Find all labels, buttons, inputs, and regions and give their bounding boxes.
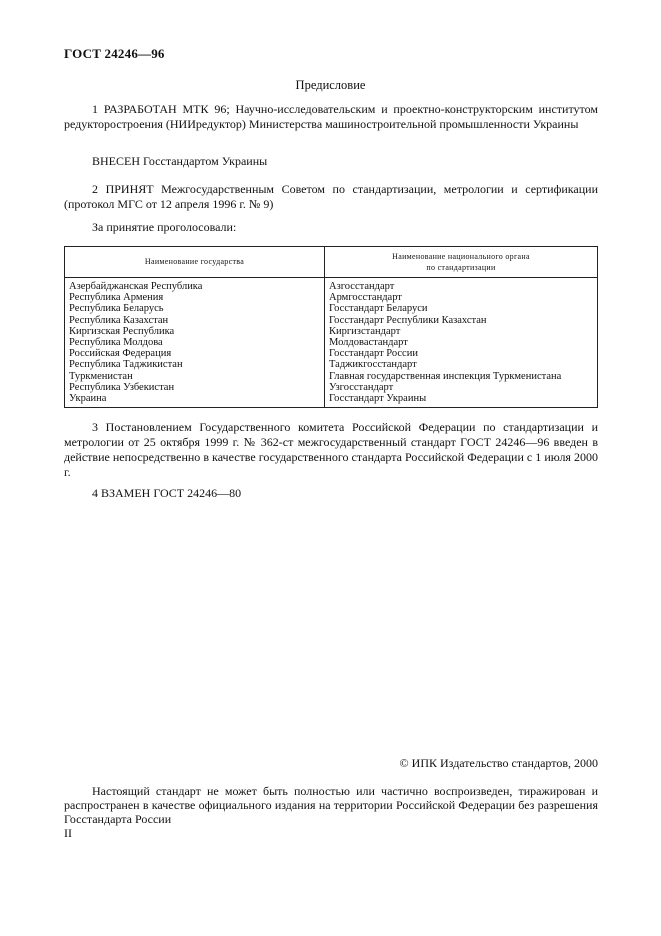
paragraph-replaces: 4 ВЗАМЕН ГОСТ 24246—80 [92,486,242,500]
state-column [65,278,325,408]
table-cell-state: Республика Казахстан [69,314,169,326]
table-cell-national-body: Армгосстандарт [329,292,402,304]
table-cell-state: Республика Таджикистан [69,359,183,371]
table-cell-national-body: Киргизстандарт [329,325,401,337]
copyright-line: © ИПК Издательство стандартов, 2000 [399,756,598,770]
table-cell-national-body: Госстандарт Республики Казахстан [329,314,487,326]
table-cell-national-body: Таджикгосстандарт [329,359,417,371]
header-state: Наименование государства [65,247,325,278]
table-cell-national-body: Госстандарт Украины [329,393,427,405]
paragraph-enactment: 3 Постановлением Государственного комитета Российской Федерации по стандартизации и метрологии от 25 октября 1999 г. № 362-ст межгосударственный стандарт ГОСТ 24246—96 введен в действие непосредственно в качестве государственного стандарта Российской Федерации с 1 июля 2000 г. [64,420,598,479]
table-cell-national-body: Госстандарт России [329,348,418,360]
table-cell-state: Российская Федерация [69,348,172,360]
voting-table [64,246,598,408]
table-cell-state: Туркменистан [69,370,133,382]
table-cell-national-body: Узгосстандарт [329,381,394,393]
paragraph-adopted-by: 2 ПРИНЯТ Межгосударственным Советом по стандартизации, метрологии и сертификации (протокол МГС от 12 апреля 1996 г. № 9) [64,182,598,211]
document-id: ГОСТ 24246—96 [64,46,165,61]
page-title: Предисловие [295,78,366,92]
table-cell-national-body: Госстандарт Беларуси [329,303,428,315]
paragraph-developed-by: 1 РАЗРАБОТАН МТК 96; Научно-исследовательским и проектно-конструкторским институтом редукторостроения (НИИредуктор) Министерства машиностроительной промышленности Украины [64,102,598,131]
table-cell-state: Украина [69,393,107,405]
table-cell-national-body: Молдовастандарт [329,337,408,349]
table-cell-state: Киргизская Республика [69,325,175,337]
table-cell-state: Республика Армения [69,292,164,304]
table-cell-national-body: Главная государственная инспекция Туркменистана [329,370,562,382]
table-cell-state: Республика Узбекистан [69,381,175,393]
table-cell-state: Республика Беларусь [69,303,164,315]
table-cell-state: Азербайджанская Республика [69,281,203,292]
table-cell-state: Республика Молдова [69,337,163,349]
paragraph-voted-for: За принятие проголосовали: [92,220,237,234]
paragraph-introduced-by: ВНЕСЕН Госстандартом Украины [92,154,268,168]
table-cell-national-body: Азгосстандарт [329,281,395,292]
page-number: II [64,826,72,840]
reproduction-notice: Настоящий стандарт не может быть полностью или частично воспроизведен, тиражирован и распространен в качестве официального издания на территории Российской Федерации без разрешения Госстандарта России [64,784,598,826]
national-body-column [325,278,598,408]
header-national-body: Наименование национального органа по стандартизации [325,247,598,278]
